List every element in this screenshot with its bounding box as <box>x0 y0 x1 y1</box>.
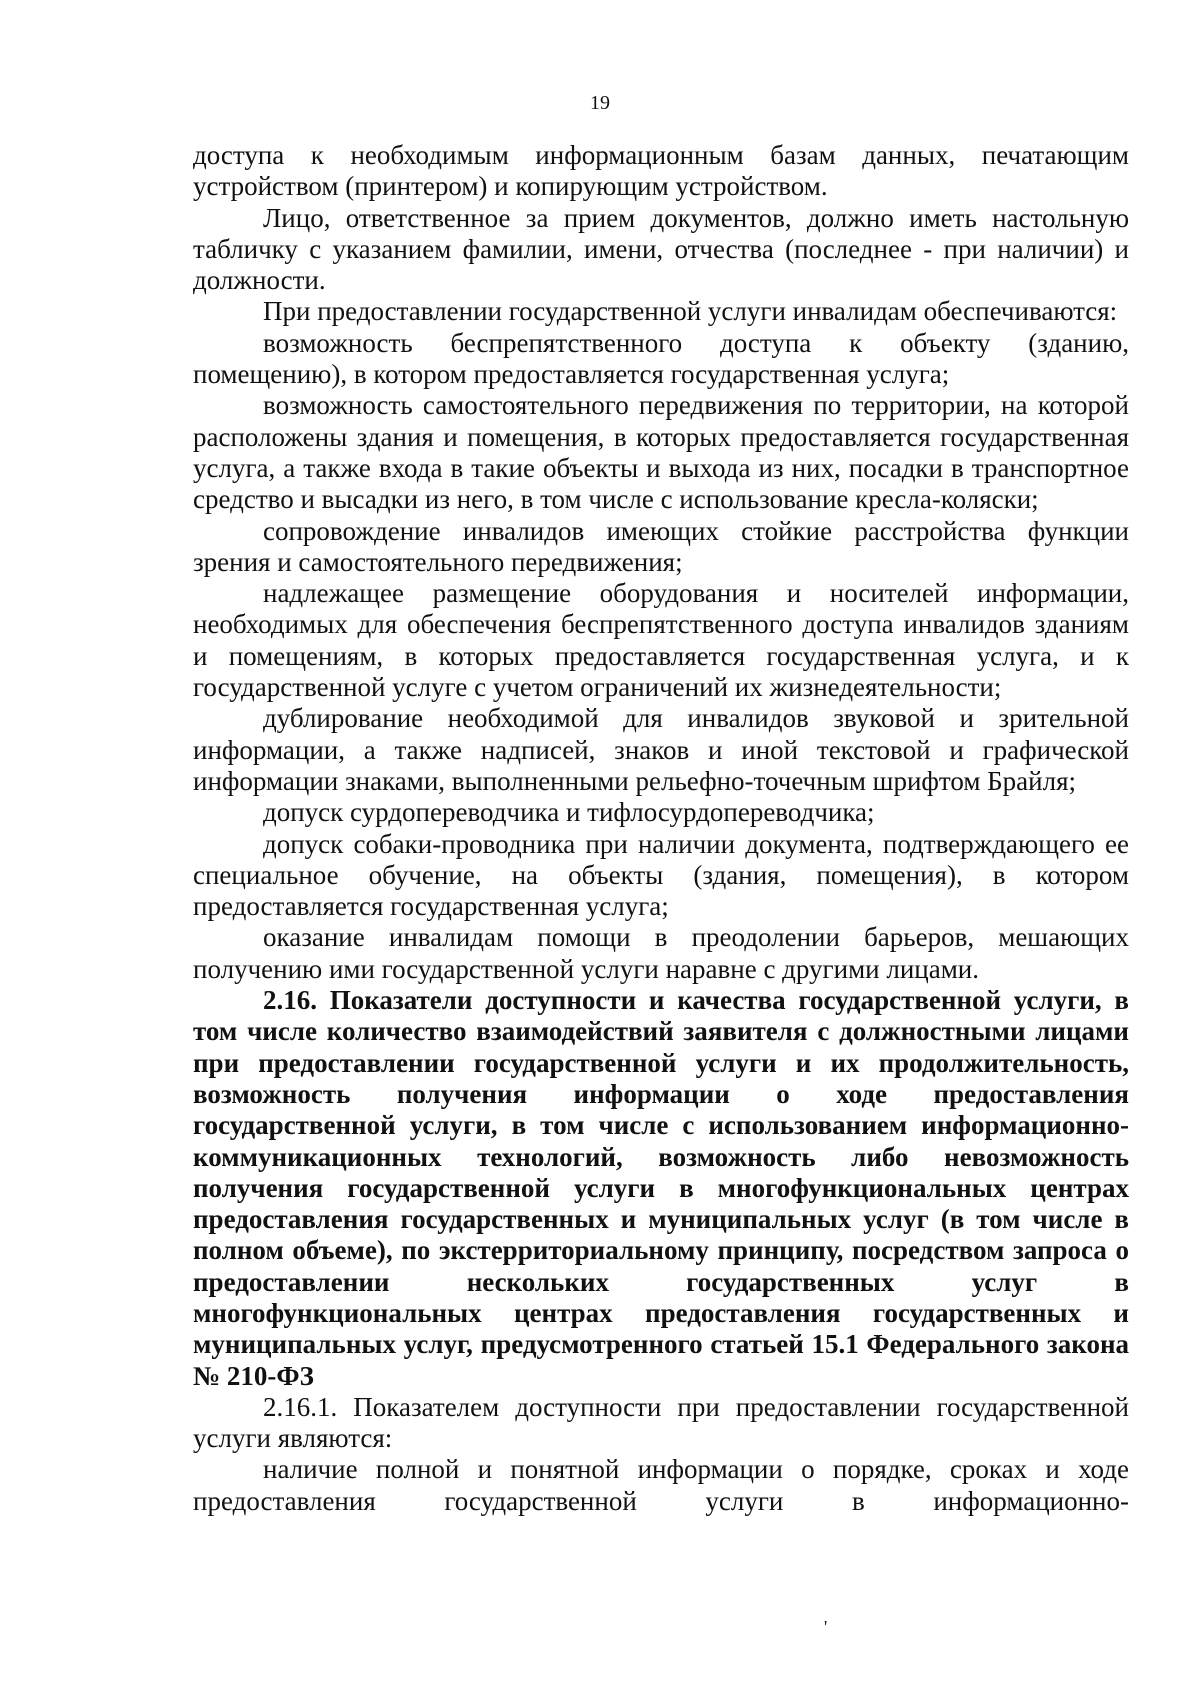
paragraph-sign-interpreter: допуск сурдопереводчика и тифлосурдопереводчика; <box>263 797 875 828</box>
paragraph-braille-duplication: дублирование необходимой для инвалидов звуковой и зрительной информации, а также надписей, знаков и иной текстовой и графической информации знаками, выполненными рельефно-точечным шрифтом Брайля; <box>193 703 1129 796</box>
paragraph-unobstructed-access: возможность беспрепятственного доступа к объекту (зданию, помещению), в котором предоставляется государственная услуга; <box>193 327 1129 390</box>
page-number: 19 <box>590 92 610 114</box>
paragraph-responsible-person: Лицо, ответственное за прием документов, должно иметь настольную табличку с указанием фамилии, имени, отчества (последнее - при наличии) и должности. <box>193 202 1129 296</box>
section-heading-2-16: 2.16. Показатели доступности и качества государственной услуги, в том числе количество взаимодействий заявителя с должностными лицами при предоставлении государственной услуги и их продолжительность, возможность получения информации о ходе предоставления государственной услуги, в том числе с использованием информационно-коммуникационных технологий, возможность либо невозможность получения государственной услуги в многофункциональных центрах предоставления государственных и муниципальных услуг (в том числе в полном объеме), по экстерриториальному принципу, посредством запроса о предоставлении нескольких государственных услуг в многофункциональных центрах предоставления государственных и муниципальных услуг, предусмотренного статьей 15.1 Федерального закона № 210-ФЗ <box>193 985 1129 1391</box>
paragraph-equipment-placement: надлежащее размещение оборудования и носителей информации, необходимых для обеспечения беспрепятственного доступа инвалидов зданиям и помещениям, в которых предоставляется государственная услуга, и к государственной услуге с учетом ограничений их жизнедеятельности; <box>193 578 1129 703</box>
paragraph-2-16-1: 2.16.1. Показателем доступности при предоставлении государственной услуги являются: <box>193 1391 1129 1454</box>
paragraph-barrier-assistance: оказание инвалидам помощи в преодолении барьеров, мешающих получению ими государственной услуги наравне с другими лицами. <box>193 922 1129 984</box>
paragraph-disabled-provisions-intro: При предоставлении государственной услуги инвалидам обеспечиваются: <box>263 296 1118 327</box>
document-body <box>193 140 1129 1517</box>
paragraph-information-availability: наличие полной и понятной информации о порядке, сроках и ходе предоставления государственной услуги в информационно- <box>193 1454 1129 1516</box>
paragraph-escort: сопровождение инвалидов имеющих стойкие расстройства функции зрения и самостоятельного передвижения; <box>193 515 1129 577</box>
paragraph-independent-movement: возможность самостоятельного передвижения по территории, на которой расположены здания и помещения, в которых предоставляется государственная услуга, а также входа в такие объекты и выхода из них, посадки в транспортное средство и высадки из него, в том числе с использование кресла-коляски; <box>193 390 1129 515</box>
paragraph-guide-dog: допуск собаки-проводника при наличии документа, подтверждающего ее специальное обучение, на объекты (здания, помещения), в котором предоставляется государственная услуга; <box>193 828 1129 922</box>
paragraph-continuation: доступа к необходимым информационным базам данных, печатающим устройством (принтером) и копирующим устройством. <box>193 140 1129 202</box>
stray-mark: ' <box>824 1617 828 1637</box>
